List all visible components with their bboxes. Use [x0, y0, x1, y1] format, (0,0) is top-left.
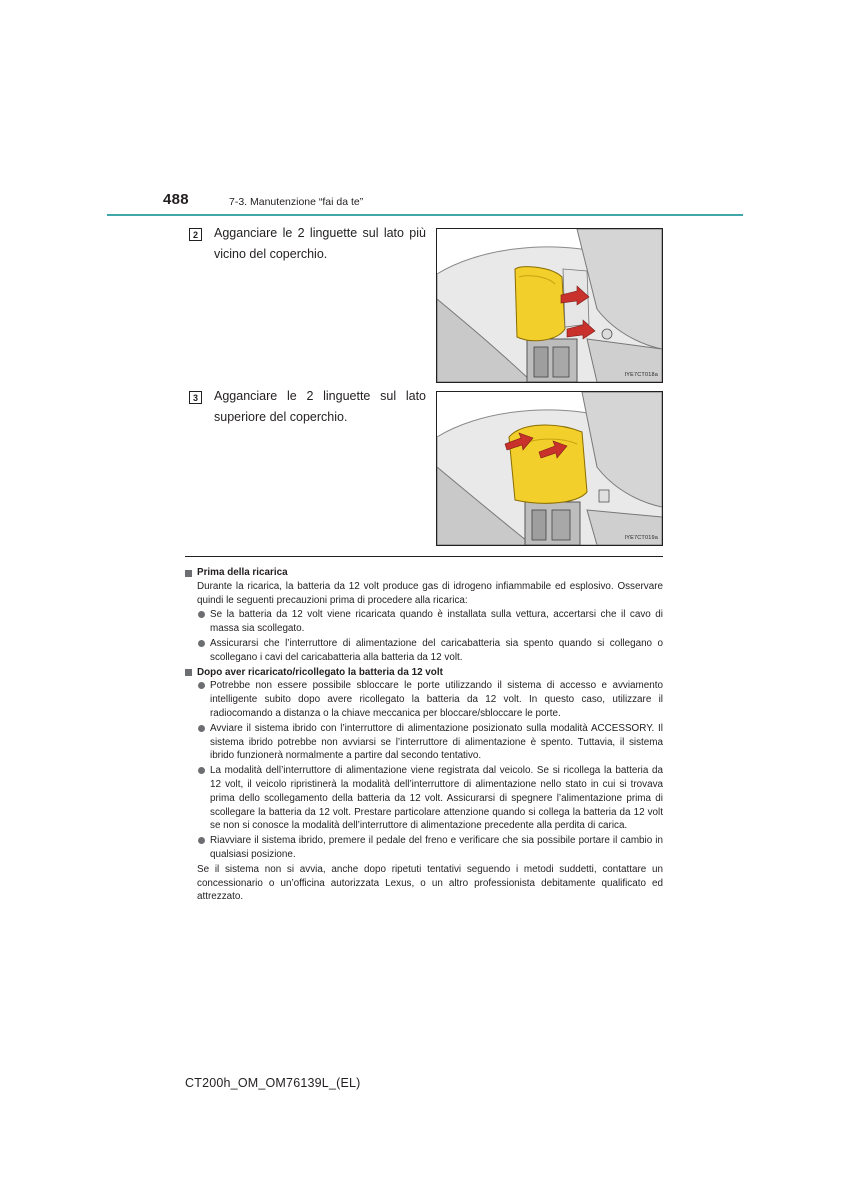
notes-section	[185, 566, 663, 904]
step-illustration	[436, 228, 663, 383]
bullet-dot-icon	[198, 767, 205, 774]
note-paragraph: Durante la ricarica, la batteria da 12 volt produce gas di idrogeno infiammabile ed esplosivo. Osservare quindi le seguenti precauzioni prima di procedere alla ricarica:	[197, 580, 663, 606]
note-bullet-text: Se la batteria da 12 volt viene ricaricata quando è installata sulla vettura, accertarsi che il cavo di massa sia scollegato.	[210, 609, 663, 635]
note-bullet-text: Assicurarsi che l’interruttore di alimentazione del caricabatteria sia spento quando si collegano o scollegano i cavi del caricabatteria alla batteria da 12 volt.	[210, 637, 663, 663]
note-bullet-text: Riavviare il sistema ibrido, premere il pedale del freno e verificare che sia possibile portare il cambio in qualsiasi posizione.	[210, 835, 663, 860]
note-heading	[185, 666, 663, 680]
note-bullet-text: Potrebbe non essere possibile sbloccare le porte utilizzando il sistema di accesso e avviamento intelligente subito dopo avere ricollegato la batteria da 12 volt. In questo caso, utilizzare il radiocomando a distanza o la chiave meccanica per bloccare/sbloccare le porte.	[210, 680, 663, 719]
bullet-dot-icon	[198, 837, 205, 844]
bullet-dot-icon	[198, 640, 205, 647]
bullet-dot-icon	[198, 725, 205, 732]
note-bullet	[185, 679, 663, 720]
note-heading-text: Dopo aver ricaricato/ricollegato la batteria da 12 volt	[197, 666, 443, 678]
step-number-box: 3	[189, 391, 202, 404]
note-bullet	[185, 608, 663, 636]
section-rule	[185, 556, 663, 557]
square-bullet-icon	[185, 669, 192, 676]
image-code: IYE7CT019a	[624, 535, 658, 541]
note-heading	[185, 566, 663, 580]
image-code: IYE7CT018a	[624, 372, 658, 378]
note-bullet	[185, 722, 663, 763]
step-illustration	[436, 391, 663, 546]
note-paragraph: Se il sistema non si avvia, anche dopo ripetuti tentativi seguendo i metodi suddetti, contattare un concessionario o un’officina autorizzata Lexus, o un altro professionista debitamente qualificato ed attrezzato.	[197, 863, 663, 903]
bullet-dot-icon	[198, 611, 205, 618]
note-bullet	[185, 764, 663, 833]
note-bullet-text: Avviare il sistema ibrido con l’interruttore di alimentazione posizionato sulla modalità ACCESSORY. Il sistema ibrido potrebbe non avviarsi se l’interruttore di alimentazione è spento. Tuttavia, il sistema ibrido funzionerà normalmente a partire dal secondo tentativo.	[210, 722, 663, 762]
note-bullet-text: La modalità dell’interruttore di alimentazione viene registrata dal veicolo. Se si ricollega la batteria da 12 volt, il veicolo ripristinerà la modalità dell’interruttore di alimentazione nello stato in cui si trovava prima dello scollegamento della batteria da 12 volt. Assicurarsi di spegnere l’alimentazione prima di scollegare la batteria da 12 volt. Prestare particolare attenzione quando si collega la batteria da 12 volt se non si conosce la modalità dell’interruttore di alimentazione precedente alla perdita di carica.	[210, 765, 663, 832]
square-bullet-icon	[185, 570, 192, 577]
note-heading-text: Prima della ricarica	[197, 567, 288, 578]
bullet-dot-icon	[198, 682, 205, 689]
battery-cover-illustration	[437, 392, 662, 545]
step-instruction: Agganciare le 2 linguette sul lato superiore del coperchio.	[214, 389, 426, 424]
header-rule	[107, 214, 743, 216]
section-header: 7-3. Manutenzione “fai da te”	[229, 196, 364, 208]
battery-cover-illustration	[437, 229, 662, 382]
note-bullet	[185, 834, 663, 862]
note-bullet	[185, 637, 663, 665]
step-number-box: 2	[189, 228, 202, 241]
document-code: CT200h_OM_OM76139L_(EL)	[185, 1076, 361, 1090]
page-number: 488	[163, 191, 189, 208]
step-instruction: Agganciare le 2 linguette sul lato più vicino del coperchio.	[214, 226, 426, 261]
